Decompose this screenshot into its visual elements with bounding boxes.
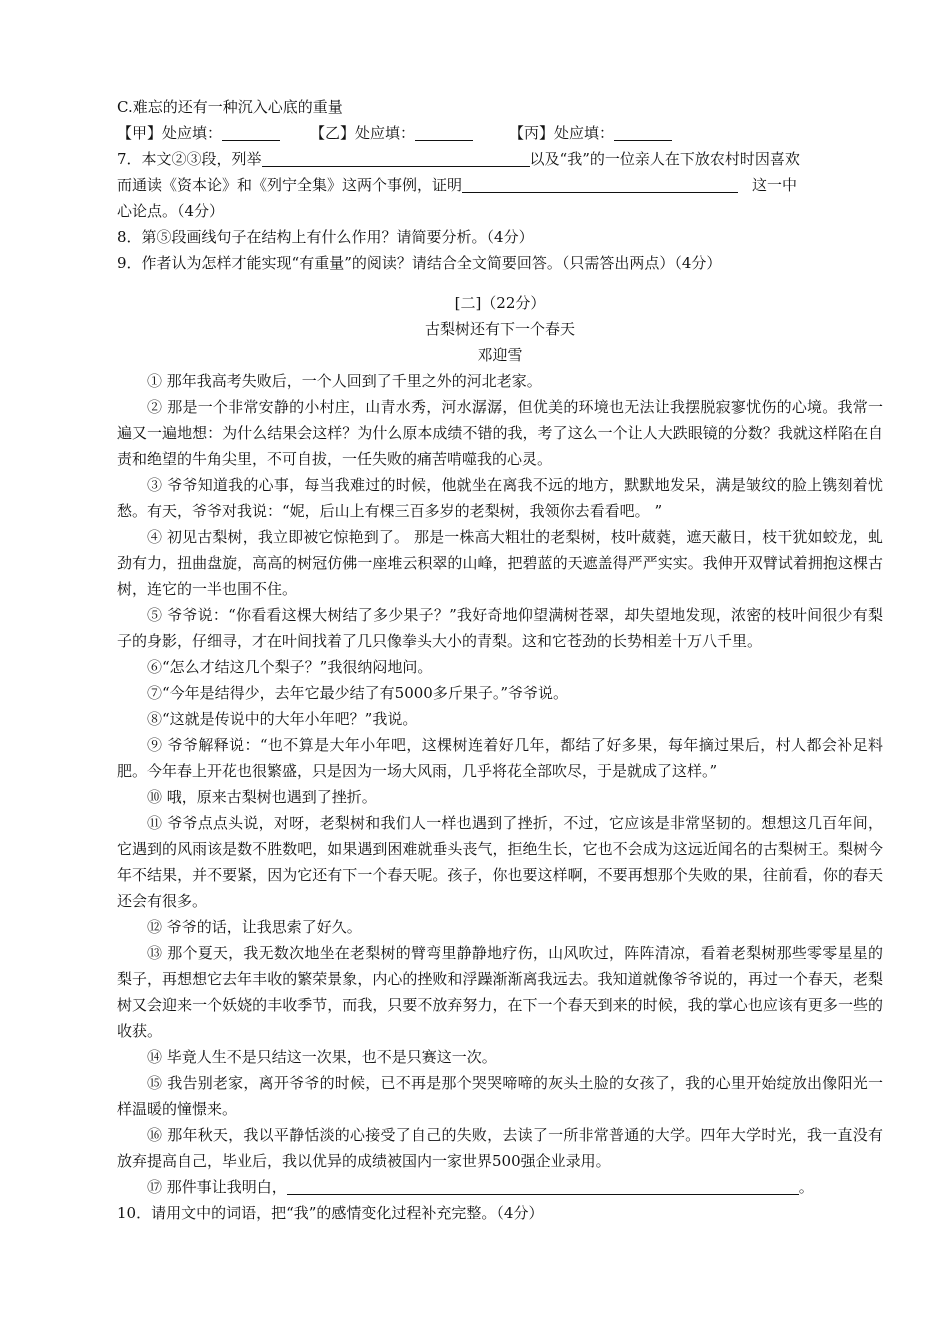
article-header bbox=[117, 290, 883, 368]
paragraph-2: ② 那是一个非常安静的小村庄，山青水秀，河水潺潺，但优美的环境也无法让我摆脱寂寥忧伤的心境。我常一遍又一遍地想：为什么结果会这样？为什么原本成绩不错的我，考了这么一个让人大跌眼镜的分数？我就这样陷在自责和绝望的牛角尖里，不可自拔，一任失败的痛苦啃噬我的心灵。 bbox=[117, 398, 883, 468]
q6-fill-row bbox=[117, 120, 883, 146]
paragraph-11: ⑪ 爷爷点点头说，对呀，老梨树和我们人一样也遇到了挫折，不过，它应该是非常坚韧的。想想这几百年间，它遇到的风雨该是数不胜数吧，如果遇到困难就垂头丧气，拒绝生长，它也不会成为这远近闻名的古梨树王。梨树今年不结果，并不要紧，因为它还有下一个春天呢。孩子，你也要这样啊，不要再想那个失败的果，往前看，你的春天还会有很多。 bbox=[117, 814, 883, 910]
fill-yi-label: 【乙】处应填： bbox=[310, 124, 416, 142]
paragraph-7: ⑦“今年是结得少，去年它最少结了有5000多斤果子。”爷爷说。 bbox=[147, 684, 569, 702]
paragraph-12: ⑫ 爷爷的话，让我思索了好久。 bbox=[147, 918, 362, 936]
paragraph-10: ⑩ 哦，原来古梨树也遇到了挫折。 bbox=[147, 788, 377, 806]
paragraph-17-text: ⑰ 那件事让我明白， bbox=[147, 1178, 287, 1196]
q7-line-3: 心论点。（4分） bbox=[117, 202, 225, 220]
article-author: 邓迎雪 bbox=[477, 346, 523, 364]
paragraph-17-end: 。 bbox=[798, 1178, 814, 1196]
q7-text-3: 而通读《资本论》和《列宁全集》这两个事例，证明 bbox=[117, 176, 463, 194]
article-body bbox=[117, 368, 883, 1200]
q7-line-1 bbox=[117, 146, 883, 172]
paragraph-15: ⑮ 我告别老家，离开爷爷的时候，已不再是那个哭哭啼啼的灰头土脸的女孩了，我的心里开始绽放出像阳光一样温暖的憧憬来。 bbox=[117, 1074, 883, 1118]
q7-line-2 bbox=[117, 172, 883, 198]
exam-page bbox=[117, 94, 883, 1226]
q10: 10．请用文中的词语，把“我”的感情变化过程补充完整。（4分） bbox=[117, 1204, 544, 1222]
paragraph-13: ⑬ 那个夏天，我无数次地坐在老梨树的臂弯里静静地疗伤，山风吹过，阵阵清凉，看着老梨树那些零零星星的梨子，再想想它去年丰收的繁荣景象，内心的挫败和浮躁渐渐离我远去。我知道就像爷爷说的，再过一个春天，老梨树又会迎来一个妖娆的丰收季节，而我，只要不放弃努力，在下一个春天到来的时候，我的掌心也应该有更多一些的收获。 bbox=[117, 944, 883, 1040]
paragraph-4: ④ 初见古梨树，我立即被它惊艳到了。 那是一株高大粗壮的老梨树，枝叶葳蕤，遮天蔽日，枝干犹如蛟龙，虬劲有力，扭曲盘旋，高高的树冠仿佛一座堆云积翠的山峰，把碧蓝的天遮盖得严严实实。我伸开双臂试着拥抱这棵古树，连它的一半也围不住。 bbox=[117, 528, 883, 598]
q7-text-4: 这一中 bbox=[752, 176, 798, 194]
paragraph-8: ⑧“这就是传说中的大年小年吧？”我说。 bbox=[147, 710, 418, 728]
q7-text-2: 以及“我”的一位亲人在下放农村时因喜欢 bbox=[529, 150, 800, 168]
q7-blank-2[interactable] bbox=[462, 174, 738, 193]
paragraph-5: ⑤ 爷爷说：“你看看这棵大树结了多少果子？”我好奇地仰望满树苍翠，却失望地发现，浓密的枝叶间很少有梨子的身影，仔细寻，才在叶间找着了几只像拳头大小的青梨。这和它苍劲的长势相差十万八千里。 bbox=[117, 606, 883, 650]
q6-option-c: C.难忘的还有一种沉入心底的重量 bbox=[117, 98, 343, 116]
fill-jia-label: 【甲】处应填： bbox=[117, 124, 223, 142]
fill-jia-blank[interactable] bbox=[222, 122, 280, 141]
paragraph-14: ⑭ 毕竟人生不是只结这一次果，也不是只赛这一次。 bbox=[147, 1048, 497, 1066]
fill-bing-blank[interactable] bbox=[614, 122, 672, 141]
fill-yi-blank[interactable] bbox=[415, 122, 473, 141]
section-heading: [二]（22分） bbox=[454, 294, 546, 312]
fill-bing-label: 【丙】处应填： bbox=[509, 124, 615, 142]
paragraph-6: ⑥“怎么才结这几个梨子？”我很纳闷地问。 bbox=[147, 658, 433, 676]
q9: 9．作者认为怎样才能实现“有重量”的阅读？请结合全文简要回答。（只需答出两点）（4分） bbox=[117, 254, 722, 272]
paragraph-1: ① 那年我高考失败后，一个人回到了千里之外的河北老家。 bbox=[147, 372, 542, 390]
paragraph-3: ③ 爷爷知道我的心事，每当我难过的时候，他就坐在离我不远的地方，默默地发呆，满是皱纹的脸上镌刻着忧愁。有天，爷爷对我说：“妮，后山上有棵三百多岁的老梨树，我领你去看看吧。 ” bbox=[117, 476, 883, 520]
paragraph-17-blank[interactable] bbox=[287, 1176, 799, 1195]
article-title: 古梨树还有下一个春天 bbox=[424, 320, 575, 338]
q8: 8．第⑤段画线句子在结构上有什么作用？请简要分析。（4分） bbox=[117, 228, 534, 246]
paragraph-16: ⑯ 那年秋天，我以平静恬淡的心接受了自己的失败，去读了一所非常普通的大学。四年大学时光，我一直没有放弃提高自己，毕业后，我以优异的成绩被国内一家世界500强企业录用。 bbox=[117, 1126, 883, 1170]
q7-blank-1[interactable] bbox=[262, 148, 530, 167]
q7-text-1: 7．本文②③段，列举 bbox=[117, 150, 262, 168]
paragraph-17 bbox=[117, 1174, 883, 1200]
paragraph-9: ⑨ 爷爷解释说：“也不算是大年小年吧，这棵树连着好几年，都结了好多果，每年摘过果后，村人都会补足料肥。今年春上开花也很繁盛，只是因为一场大风雨，几乎将花全部吹尽，于是就成了这样。” bbox=[117, 736, 883, 780]
